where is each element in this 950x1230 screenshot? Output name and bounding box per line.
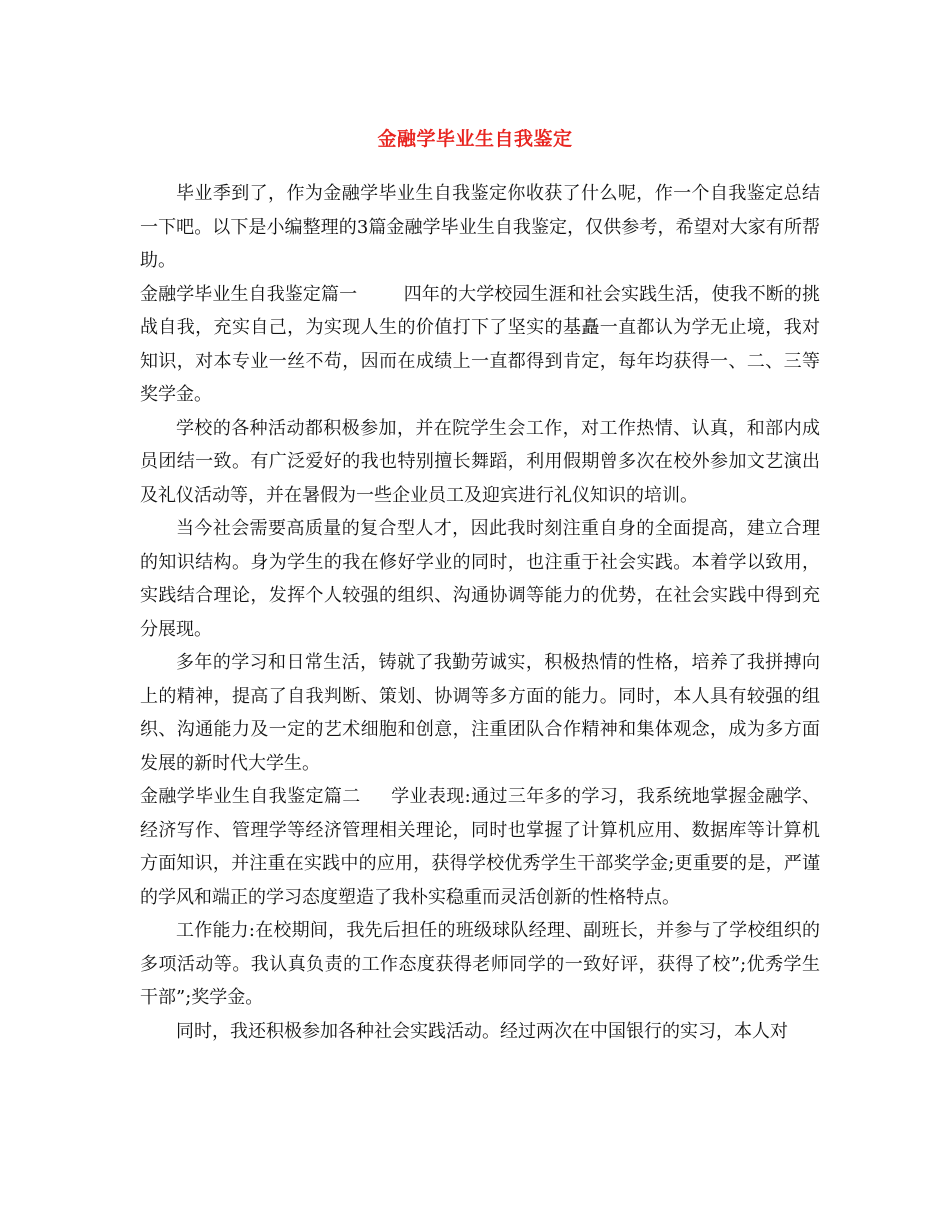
- document-body: [140, 177, 820, 1048]
- paragraph-text: 毕业季到了，作为金融学毕业生自我鉴定你收获了什么呢，作一个自我鉴定总结一下吧。以下是小编整理的3篇金融学毕业生自我鉴定，仅供参考，希望对大家有所帮助。: [140, 183, 820, 271]
- section-heading: 金融学毕业生自我鉴定篇二: [140, 786, 361, 807]
- section-heading: 金融学毕业生自我鉴定篇一: [140, 283, 358, 305]
- paragraph-society: [140, 512, 820, 646]
- paragraph-text: 学业表现:通过三年多的学习，我系统地掌握金融学、经济写作、管理学等经济管理相关理论，同时也掌握了计算机应用、数据库等计算机方面知识，并注重在实践中的应用，获得学校优秀学生干部奖学金;更重要的是，严谨的学风和端正的学习态度塑造了我朴实稳重而灵活创新的性格特点。: [140, 786, 821, 908]
- paragraph-section-one: [140, 278, 820, 412]
- paragraph-text: 学校的各种活动都积极参加，并在院学生会工作，对工作热情、认真，和部内成员团结一致。有广泛爱好的我也特别擅长舞蹈，利用假期曾多次在校外参加文艺演出及礼仪活动等，并在暑假为一些企业员工及迎宾进行礼仪知识的培训。: [140, 417, 820, 506]
- paragraph-character: [140, 646, 820, 780]
- paragraph-text: 当今社会需要高质量的复合型人才，因此我时刻注重自身的全面提高，建立合理的知识结构。身为学生的我在修好学业的同时，也注重于社会实践。本着学以致用，实践结合理论，发挥个人较强的组织、沟通协调等能力的优势，在社会实践中得到充分展现。: [140, 518, 820, 640]
- paragraph-activities: [140, 412, 820, 513]
- paragraph-text: 同时，我还积极参加各种社会实践活动。经过两次在中国银行的实习，本人对: [176, 1020, 788, 1042]
- paragraph-section-two: [140, 780, 820, 914]
- paragraph-text: 多年的学习和日常生活，铸就了我勤劳诚实，积极热情的性格，培养了我拼搏向上的精神，提高了自我判断、策划、协调等多方面的能力。同时，本人具有较强的组织、沟通能力及一定的艺术细胞和创意，注重团队合作精神和集体观念，成为多方面发展的新时代大学生。: [140, 652, 820, 774]
- paragraph-work-ability: [140, 914, 820, 1015]
- paragraph-text: 四年的大学校园生涯和社会实践生活，使我不断的挑战自我，充实自己，为实现人生的价值打下了坚实的基矗一直都认为学无止境，我对知识，对本专业一丝不苟，因而在成绩上一直都得到肯定，每年均获得一、二、三等奖学金。: [140, 283, 821, 405]
- paragraph-practice: [140, 1015, 820, 1049]
- paragraph-intro: [140, 177, 820, 278]
- paragraph-text: 工作能力:在校期间，我先后担任的班级球队经理、副班长，并参与了学校组织的多项活动等。我认真负责的工作态度获得老师同学的一致好评，获得了校”;优秀学生干部”;奖学金。: [140, 920, 820, 1008]
- document-title: 金融学毕业生自我鉴定: [377, 128, 573, 150]
